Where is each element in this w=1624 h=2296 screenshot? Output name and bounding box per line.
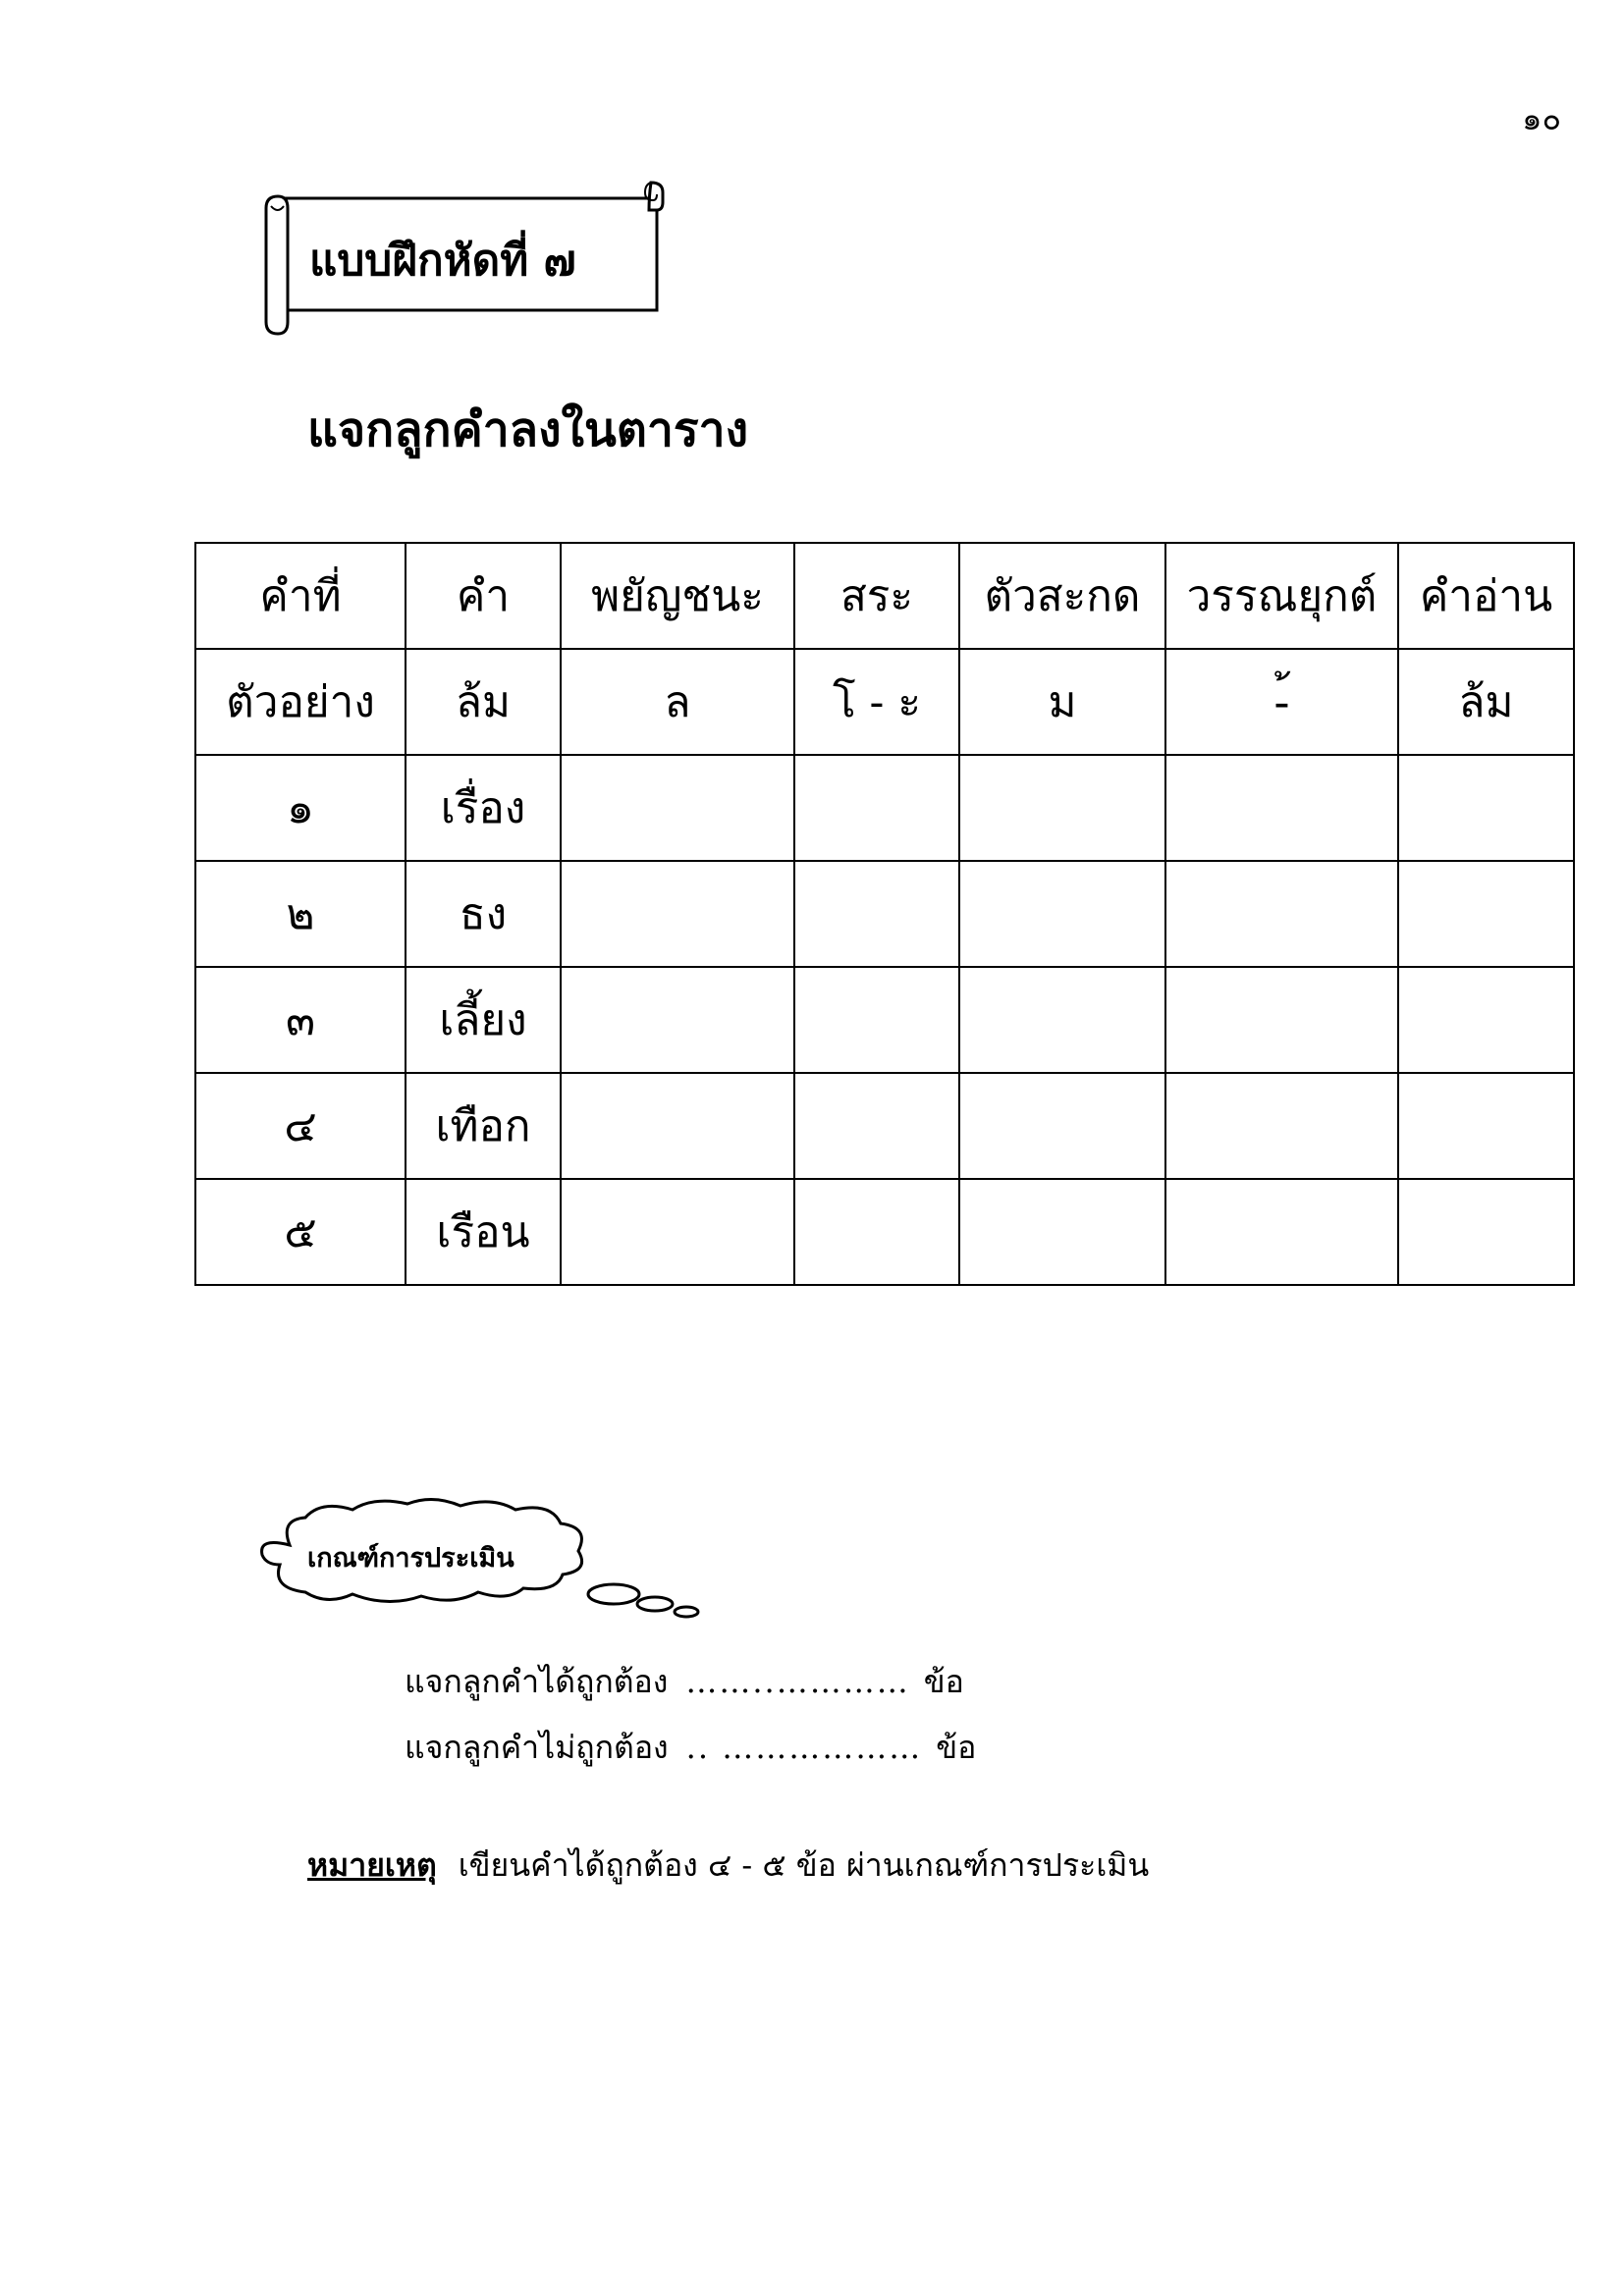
cell-word: เลี้ยง: [406, 967, 561, 1073]
cell-number: ๒: [195, 861, 406, 967]
cell-final-consonant-blank[interactable]: [959, 1073, 1165, 1179]
criteria-incorrect-unit: ข้อ: [936, 1729, 977, 1766]
criteria-title: เกณฑ์การประเมิน: [307, 1543, 514, 1574]
cell-final-consonant-blank[interactable]: [959, 861, 1165, 967]
cell-word: ธง: [406, 861, 561, 967]
cell-tone-mark-blank[interactable]: [1165, 1179, 1398, 1285]
cell-vowel-blank[interactable]: [794, 755, 959, 861]
cell-pronunciation-blank[interactable]: [1398, 967, 1574, 1073]
header-pronunciation: คำอ่าน: [1398, 543, 1574, 649]
cell-word: เรือน: [406, 1179, 561, 1285]
header-final-consonant: ตัวสะกด: [959, 543, 1165, 649]
header-item-number: คำที่: [195, 543, 406, 649]
criteria-callout: [250, 1494, 722, 1622]
table-row: [195, 967, 1574, 1073]
cell-tone-mark: -้: [1165, 649, 1398, 755]
note-line: [307, 1841, 1149, 1891]
cell-consonant-blank[interactable]: [561, 1073, 794, 1179]
cell-vowel-blank[interactable]: [794, 1179, 959, 1285]
cell-word: เรื่อง: [406, 755, 561, 861]
cell-pronunciation-blank[interactable]: [1398, 861, 1574, 967]
cell-label: ตัวอย่าง: [195, 649, 406, 755]
cell-consonant: ล: [561, 649, 794, 755]
header-vowel: สระ: [794, 543, 959, 649]
table-row: [195, 1179, 1574, 1285]
cell-pronunciation: ล้ม: [1398, 649, 1574, 755]
exercise-title-banner: [260, 175, 673, 337]
table-header-row: [195, 543, 1574, 649]
cell-tone-mark-blank[interactable]: [1165, 755, 1398, 861]
cell-number: ๕: [195, 1179, 406, 1285]
cell-final-consonant-blank[interactable]: [959, 755, 1165, 861]
cell-tone-mark-blank[interactable]: [1165, 967, 1398, 1073]
cell-pronunciation-blank[interactable]: [1398, 755, 1574, 861]
cell-tone-mark-blank[interactable]: [1165, 861, 1398, 967]
cell-number: ๑: [195, 755, 406, 861]
exercise-title: แบบฝึกหัดที่ ๗: [309, 236, 576, 286]
cell-final-consonant: ม: [959, 649, 1165, 755]
criteria-incorrect-line: [405, 1723, 976, 1773]
cell-vowel-blank[interactable]: [794, 967, 959, 1073]
page-number: ๑๐: [1522, 100, 1561, 137]
header-consonant: พยัญชนะ: [561, 543, 794, 649]
note-text: เขียนคำได้ถูกต้อง ๔ - ๕ ข้อ ผ่านเกณฑ์การประเมิน: [458, 1846, 1150, 1884]
cell-word: เทือก: [406, 1073, 561, 1179]
cell-consonant-blank[interactable]: [561, 967, 794, 1073]
cell-vowel-blank[interactable]: [794, 861, 959, 967]
table-row-example: [195, 649, 1574, 755]
cell-number: ๔: [195, 1073, 406, 1179]
cell-tone-mark-blank[interactable]: [1165, 1073, 1398, 1179]
cell-pronunciation-blank[interactable]: [1398, 1073, 1574, 1179]
cell-consonant-blank[interactable]: [561, 861, 794, 967]
cell-final-consonant-blank[interactable]: [959, 967, 1165, 1073]
syllable-table: [194, 542, 1575, 1286]
cell-vowel: โ - ะ: [794, 649, 959, 755]
cell-final-consonant-blank[interactable]: [959, 1179, 1165, 1285]
header-word: คำ: [406, 543, 561, 649]
table-row: [195, 1073, 1574, 1179]
cell-consonant-blank[interactable]: [561, 755, 794, 861]
note-label: หมายเหตุ: [307, 1846, 437, 1884]
criteria-correct-line: [405, 1657, 964, 1707]
cell-pronunciation-blank[interactable]: [1398, 1179, 1574, 1285]
cell-number: ๓: [195, 967, 406, 1073]
cell-word: ล้ม: [406, 649, 561, 755]
cell-vowel-blank[interactable]: [794, 1073, 959, 1179]
instruction-heading: แจกลูกคำลงในตาราง: [307, 402, 749, 457]
table-row: [195, 861, 1574, 967]
criteria-correct-unit: ข้อ: [923, 1663, 964, 1700]
cell-consonant-blank[interactable]: [561, 1179, 794, 1285]
criteria-correct-label: แจกลูกคำได้ถูกต้อง: [405, 1663, 669, 1700]
header-tone-mark: วรรณยุกต์: [1165, 543, 1398, 649]
criteria-incorrect-blank[interactable]: .. ………………: [685, 1729, 923, 1766]
criteria-incorrect-label: แจกลูกคำไม่ถูกต้อง: [405, 1729, 669, 1766]
table-row: [195, 755, 1574, 861]
criteria-correct-blank[interactable]: ……..…………: [685, 1663, 910, 1700]
